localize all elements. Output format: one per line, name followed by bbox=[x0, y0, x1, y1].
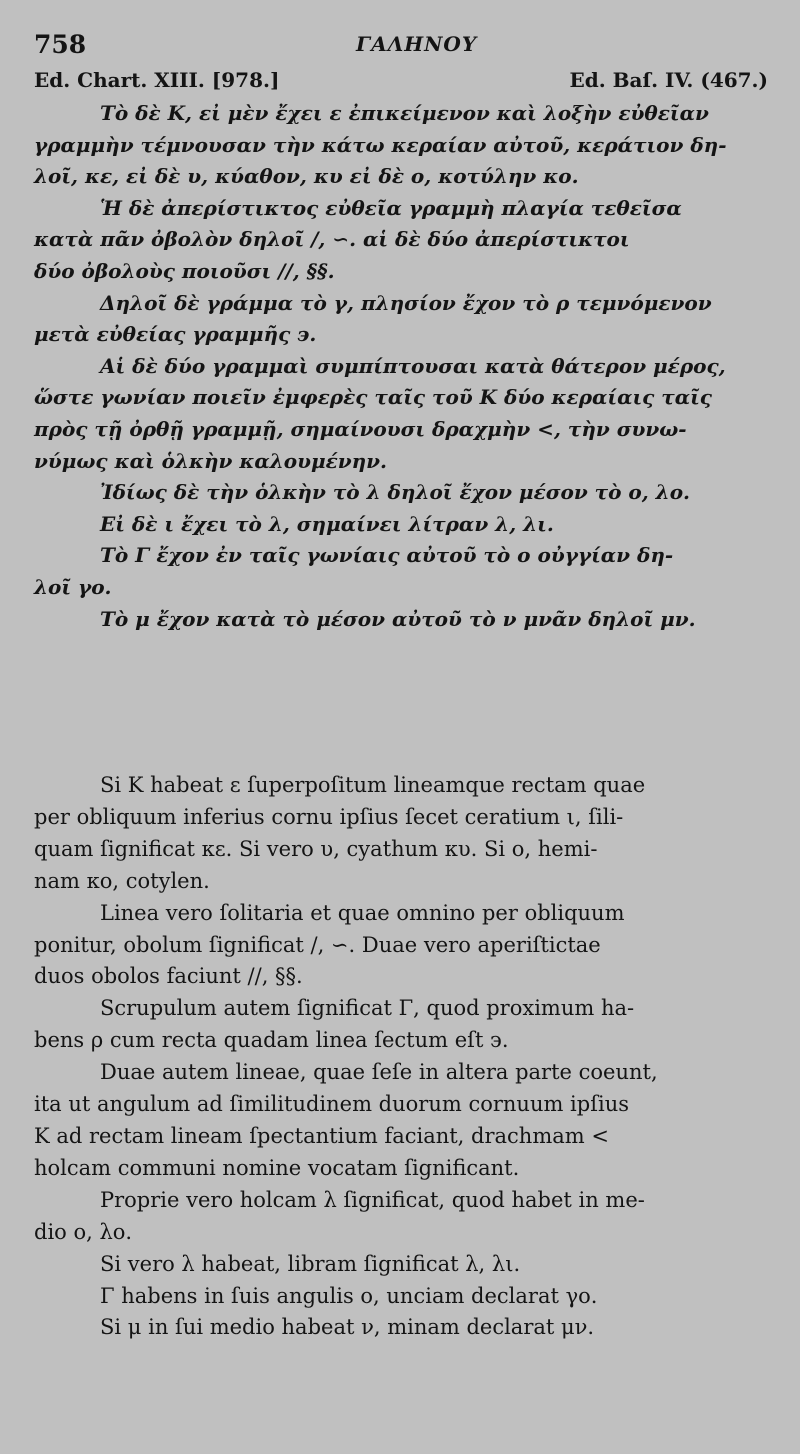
latin-paragraph bbox=[34, 1281, 768, 1313]
greek-line: λοῖ γο. bbox=[34, 574, 112, 599]
greek-line: Ἡ δὲ ἀπερίστικτος εὐθεῖα γραμμὴ πλαγία τεθεῖσα bbox=[100, 195, 682, 220]
greek-line: δύο ὀβολοὺς ποιοῦσι //, §§. bbox=[34, 258, 335, 283]
greek-text bbox=[34, 98, 768, 635]
greek-line: γραμμὴν τέμνουσαν τὴν κάτω κεραίαν αὐτοῦ, κεράτιον δη- bbox=[34, 132, 727, 157]
latin-line: Γ habens in ſuis angulis ο, unciam declarat γο. bbox=[100, 1283, 598, 1308]
latin-paragraph bbox=[34, 993, 768, 1057]
greek-line: νύμως καὶ ὁλκὴν καλουμένην. bbox=[34, 448, 388, 473]
greek-paragraph bbox=[34, 351, 768, 477]
latin-paragraph bbox=[34, 898, 768, 994]
page-number: 758 bbox=[34, 30, 87, 59]
greek-paragraph bbox=[34, 288, 768, 351]
greek-line: Αἱ δὲ δύο γραμμαὶ συμπίπτουσαι κατὰ θάτερον μέρος, bbox=[100, 353, 726, 378]
latin-line: Si vero λ habeat, libram ſignificat λ, λι. bbox=[100, 1251, 521, 1276]
greek-line: Ἰδίως δὲ τὴν ὁλκὴν τὸ λ δηλοῖ ἔχον μέσον τὸ ο, λο. bbox=[100, 480, 691, 505]
greek-line: ὥστε γωνίαν ποιεῖν ἐμφερὲς ταῖς τοῦ Κ δύο κεραίαις ταῖς bbox=[34, 385, 712, 410]
latin-paragraph bbox=[34, 1312, 768, 1344]
latin-line: Proprie vero holcam λ ſignificat, quod habet in me- bbox=[100, 1187, 645, 1212]
latin-line: Duae autem lineae, quae ſeſe in altera parte coeunt, bbox=[100, 1060, 658, 1085]
greek-line: λοῖ, κε, εἰ δὲ υ, κύαθον, κυ εἰ δὲ ο, κοτύλην κο. bbox=[34, 164, 579, 189]
latin-translation bbox=[34, 770, 768, 1344]
edition-basel-reference: Ed. Baſ. IV. (467.) bbox=[569, 68, 768, 92]
latin-line: Linea vero ſolitaria et quae omnino per obliquum bbox=[100, 900, 625, 925]
latin-line: K ad rectam lineam ſpectantium faciant, drachmam < bbox=[34, 1123, 609, 1148]
latin-line: bens ρ cum recta quadam linea ſectum eſt ϶. bbox=[34, 1028, 509, 1053]
greek-paragraph bbox=[34, 604, 768, 636]
greek-paragraph bbox=[34, 477, 768, 509]
latin-paragraph bbox=[34, 770, 768, 898]
latin-paragraph bbox=[34, 1185, 768, 1249]
edition-references bbox=[34, 68, 768, 98]
latin-line: Si K habeat ε ſuperpoſitum lineamque rectam quae bbox=[100, 773, 646, 797]
greek-line: μετὰ εὐθείας γραμμῆς ϶. bbox=[34, 322, 317, 347]
greek-line: πρὸς τῇ ὀρθῇ γραμμῇ, σημαίνουσι δραχμὴν <, τὴν συνω- bbox=[34, 416, 687, 441]
latin-line: per obliquum inferius cornu ipſius ſecet ceratium ι, ſili- bbox=[34, 804, 624, 829]
page-header bbox=[34, 30, 774, 64]
latin-line: holcam communi nomine vocatam ſignificant. bbox=[34, 1155, 520, 1180]
running-title: ΓΑΛΗΝΟΥ bbox=[356, 32, 478, 56]
greek-line: Εἰ δὲ ι ἔχει τὸ λ, σημαίνει λίτραν λ, λι. bbox=[100, 511, 554, 536]
latin-line: Scrupulum autem ſignificat Γ, quod proximum ha- bbox=[100, 996, 635, 1021]
greek-paragraph bbox=[34, 540, 768, 603]
latin-line: duos obolos faciunt //, §§. bbox=[34, 964, 303, 989]
greek-line: Τὸ μ ἔχον κατὰ τὸ μέσον αὐτοῦ τὸ ν μνᾶν δηλοῖ μν. bbox=[100, 606, 696, 631]
greek-paragraph bbox=[34, 509, 768, 541]
latin-line: Si μ in ſui medio habeat ν, minam declarat μν. bbox=[100, 1315, 595, 1340]
latin-line: ita ut angulum ad ſimilitudinem duorum cornuum ipſius bbox=[34, 1092, 630, 1117]
greek-paragraph bbox=[34, 193, 768, 288]
latin-line: quam ſignificat κε. Si vero υ, cyathum κυ. Si ο, hemi- bbox=[34, 836, 598, 861]
edition-chart-reference: Ed. Chart. XIII. [978.] bbox=[34, 68, 280, 92]
latin-line: nam κο, cotylen. bbox=[34, 868, 210, 893]
greek-line: Τὸ Γ ἔχον ἐν ταῖς γωνίαις αὐτοῦ τὸ ο οὐγγίαν δη- bbox=[100, 543, 674, 568]
latin-paragraph bbox=[34, 1057, 768, 1185]
greek-paragraph bbox=[34, 98, 768, 193]
latin-paragraph bbox=[34, 1249, 768, 1281]
greek-line: κατὰ πᾶν ὀβολὸν δηλοῖ /, ∽. αἱ δὲ δύο ἀπερίστικτοι bbox=[34, 227, 630, 252]
latin-line: dio ο, λο. bbox=[34, 1219, 133, 1244]
latin-line: ponitur, obolum ſignificat /, ∽. Duae vero aperiſtictae bbox=[34, 932, 601, 957]
greek-line: Τὸ δὲ Κ, εἰ μὲν ἔχει ε ἐπικείμενον καὶ λοξὴν εὐθεῖαν bbox=[100, 101, 709, 125]
greek-line: Δηλοῖ δὲ γράμμα τὸ γ, πλησίον ἔχον τὸ ρ τεμνόμενον bbox=[100, 290, 712, 315]
